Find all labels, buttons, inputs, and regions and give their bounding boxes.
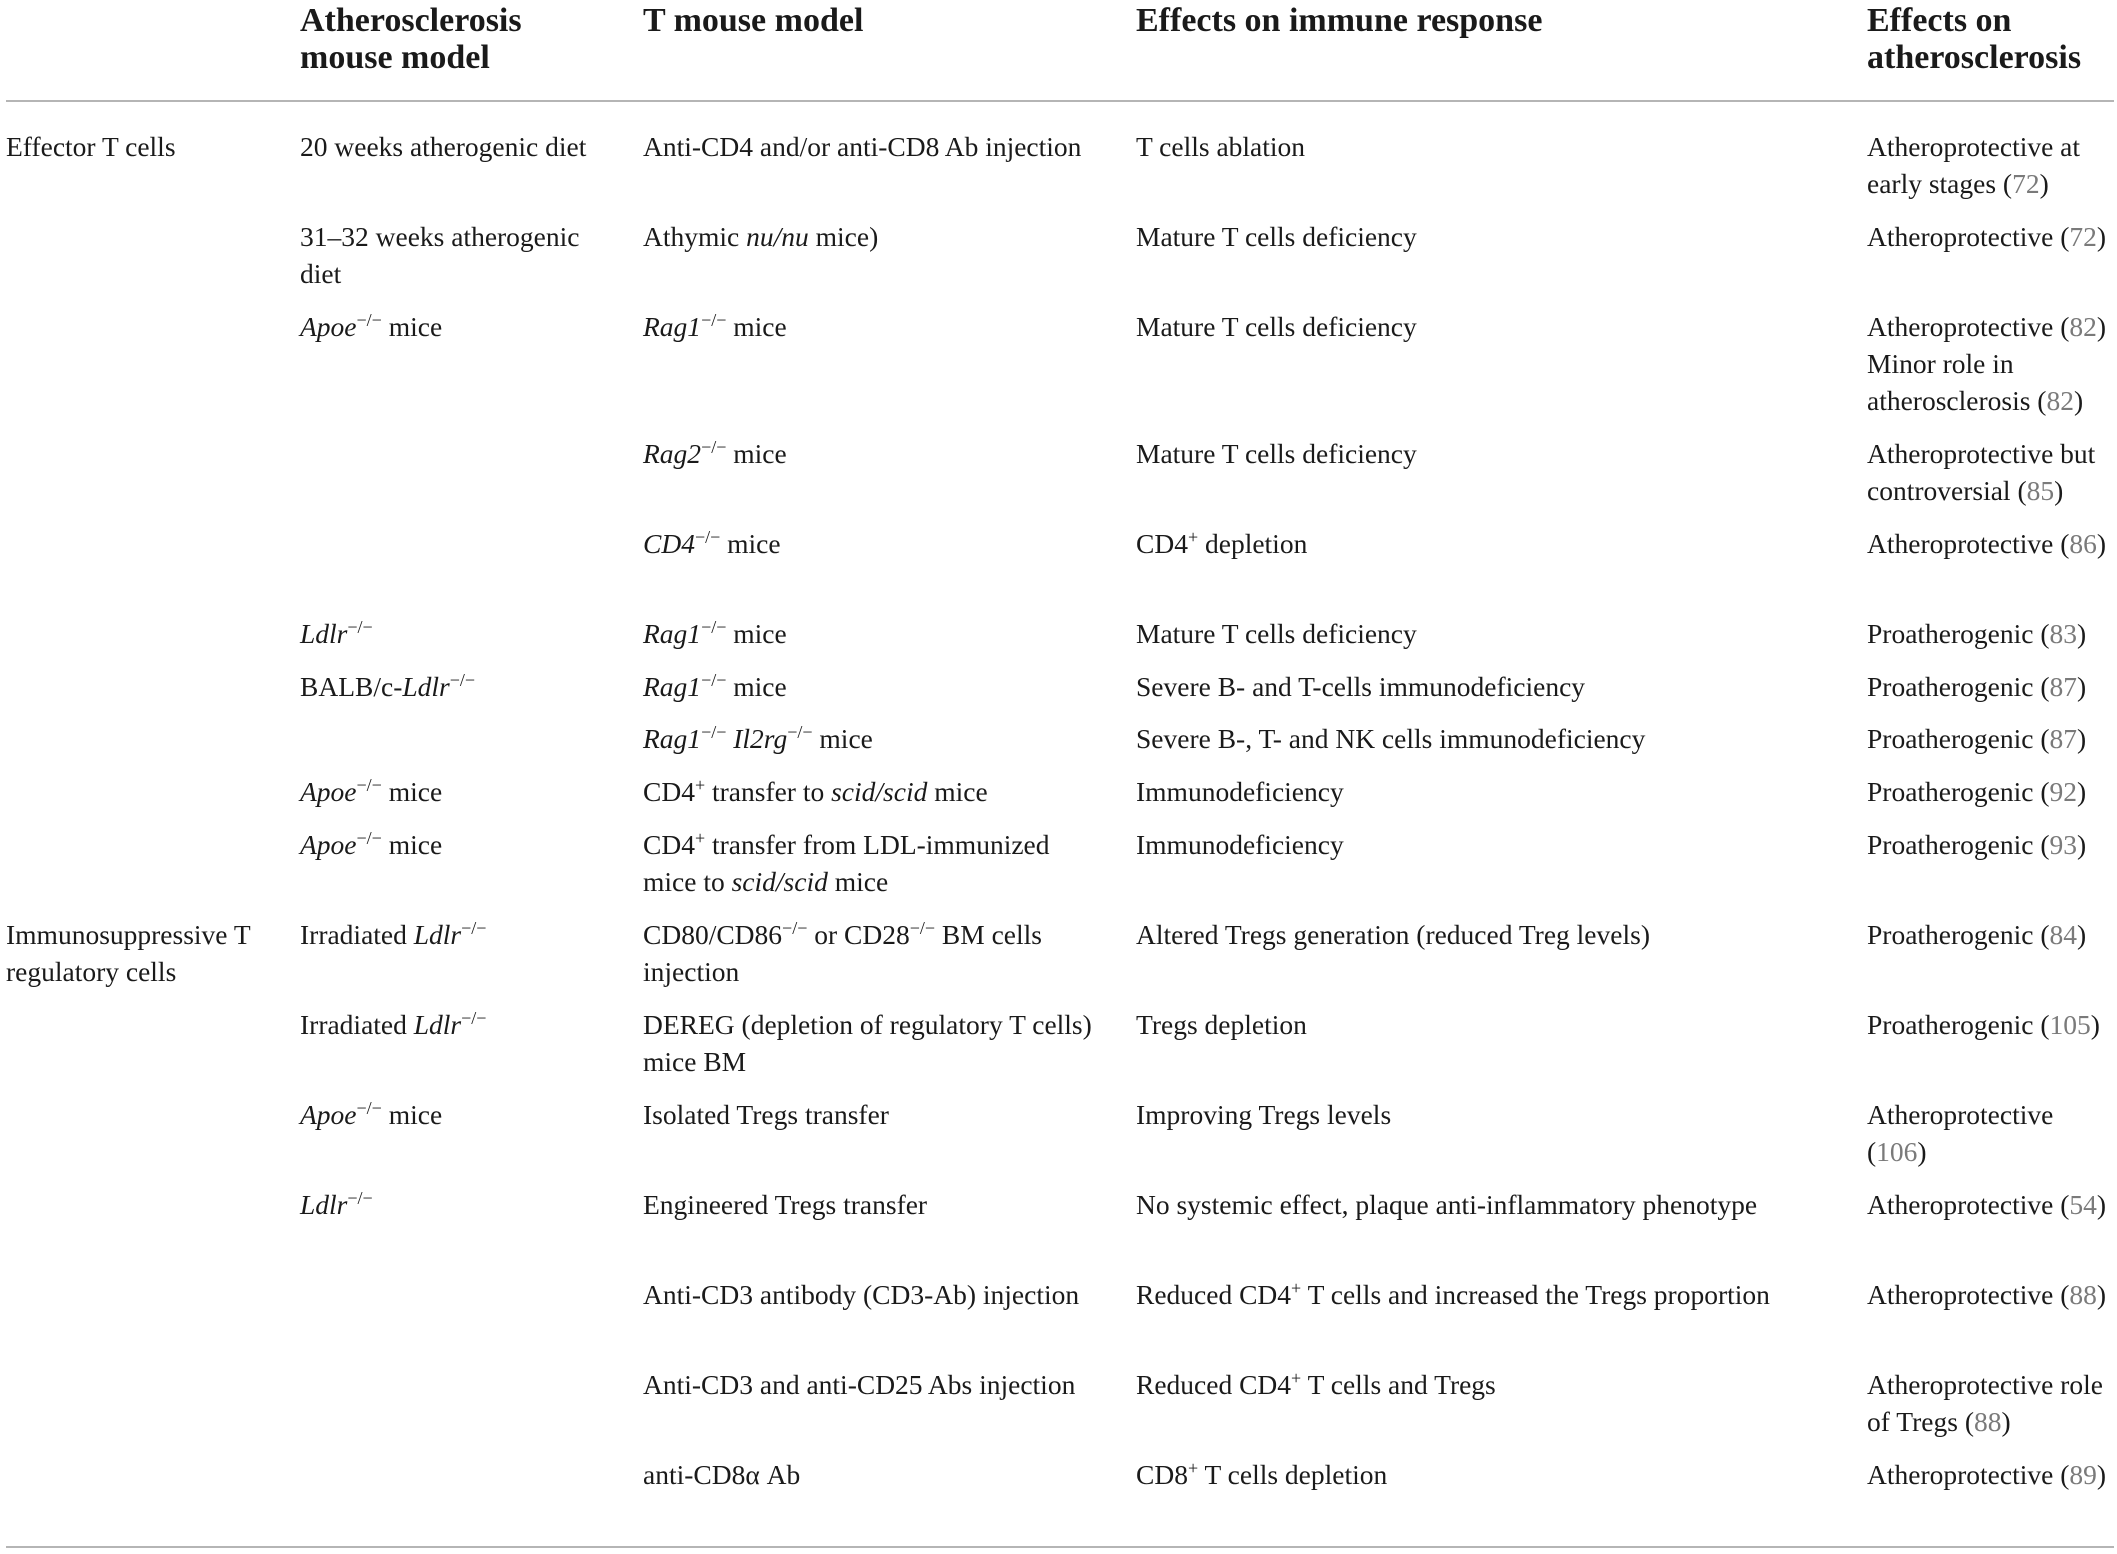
reference-link[interactable]: 92 <box>2049 776 2078 807</box>
immune-response-cell: T cells ablation <box>1136 131 1306 162</box>
immune-response-cell: Mature T cells deficiency <box>1136 618 1417 649</box>
atherosclerosis-effect-cell: Proatherogenic (87) <box>1867 723 2087 754</box>
t-mouse-model-cell: CD80/CD86−/− or CD28−/− BM cells injection <box>643 918 1042 987</box>
immune-response-cell: Immunodeficiency <box>1136 776 1344 807</box>
atherosclerosis-model-cell: Apoe−/− mice <box>300 775 443 807</box>
t-mouse-model-cell: DEREG (depletion of regulatory T cells) mice BM <box>643 1009 1092 1077</box>
atherosclerosis-model-cell: Apoe−/− mice <box>300 828 443 860</box>
t-mouse-model-cell: Anti-CD3 antibody (CD3-Ab) injection <box>643 1279 1080 1310</box>
category-cell: Immunosuppressive T regulatory cells <box>6 919 251 987</box>
reference-link[interactable]: 72 <box>2012 168 2040 199</box>
t-mouse-model-cell: Athymic nu/nu mice) <box>643 221 879 252</box>
t-mouse-model-cell: Anti-CD4 and/or anti-CD8 Ab injection <box>643 131 1082 162</box>
reference-link[interactable]: 88 <box>2069 1279 2097 1310</box>
immune-response-cell: No systemic effect, plaque anti-inflammatory phenotype <box>1136 1189 1758 1220</box>
immune-response-cell: Tregs depletion <box>1136 1009 1307 1040</box>
reference-link[interactable]: 85 <box>2026 475 2055 506</box>
t-mouse-model-cell: CD4+ transfer from LDL-immunized mice to scid/scid mice <box>643 828 1050 897</box>
reference-link[interactable]: 93 <box>2049 829 2078 860</box>
atherosclerosis-effect-cell: Atheroprotective but controversial (85) <box>1867 438 2096 506</box>
header-t-mouse-model: T mouse model <box>643 2 864 39</box>
t-mouse-model-cell: Engineered Tregs transfer <box>643 1189 928 1220</box>
reference-link[interactable]: 86 <box>2069 528 2097 559</box>
atherosclerosis-model-cell: BALB/c-Ldlr−/− <box>300 670 476 702</box>
reference-link[interactable]: 82 <box>2069 311 2097 342</box>
immune-response-cell: Mature T cells deficiency <box>1136 311 1417 342</box>
atherosclerosis-effect-cell: Atheroprotective (86) <box>1867 528 2107 559</box>
immune-response-cell: Altered Tregs generation (reduced Treg levels) <box>1136 919 1650 950</box>
atherosclerosis-effect-cell: Proatherogenic (93) <box>1867 829 2087 860</box>
atherosclerosis-effect-cell: Proatherogenic (105) <box>1867 1009 2100 1040</box>
immune-response-cell: Reduced CD4+ T cells and Tregs <box>1136 1368 1496 1400</box>
reference-link[interactable]: 105 <box>2049 1009 2091 1040</box>
atherosclerosis-model-cell: Ldlr−/− <box>300 1188 373 1220</box>
immune-response-cell: CD4+ depletion <box>1136 527 1308 559</box>
atherosclerosis-effect-cell: Proatherogenic (92) <box>1867 776 2087 807</box>
atherosclerosis-model-cell: Apoe−/− mice <box>300 310 443 342</box>
immune-response-cell: Immunodeficiency <box>1136 829 1344 860</box>
atherosclerosis-effect-cell: Proatherogenic (83) <box>1867 618 2087 649</box>
immune-response-cell: Severe B- and T-cells immunodeficiency <box>1136 671 1586 702</box>
atherosclerosis-model-cell: 20 weeks atherogenic diet <box>300 131 587 162</box>
atherosclerosis-effect-cell: Atheroprotective at early stages (72) <box>1867 131 2081 199</box>
atherosclerosis-model-cell: 31–32 weeks atherogenic diet <box>300 221 580 289</box>
t-mouse-model-cell: Rag1−/− mice <box>643 310 787 342</box>
header-effects-immune-response: Effects on immune response <box>1136 2 1543 39</box>
atherosclerosis-model-cell: Ldlr−/− <box>300 617 373 649</box>
reference-link[interactable]: 83 <box>2049 618 2078 649</box>
atherosclerosis-effect-cell: Proatherogenic (84) <box>1867 919 2087 950</box>
atherosclerosis-effect-cell: Atheroprotective (72) <box>1867 221 2107 252</box>
immune-response-cell: Improving Tregs levels <box>1136 1099 1392 1130</box>
atherosclerosis-model-cell: Apoe−/− mice <box>300 1098 443 1130</box>
t-mouse-model-cell: Rag1−/− mice <box>643 617 787 649</box>
t-mouse-model-cell: CD4+ transfer to scid/scid mice <box>643 775 988 807</box>
reference-link[interactable]: 88 <box>1973 1406 2002 1437</box>
atherosclerosis-model-cell: Irradiated Ldlr−/− <box>300 918 487 950</box>
reference-link[interactable]: 72 <box>2069 221 2097 252</box>
header-atherosclerosis-mouse-model: Atherosclerosis mouse model <box>300 2 522 76</box>
reference-link[interactable]: 106 <box>1876 1136 1918 1167</box>
header-effects-atherosclerosis: Effects on atherosclerosis <box>1867 2 2082 76</box>
immune-response-cell: Severe B-, T- and NK cells immunodeficiency <box>1136 723 1646 754</box>
reference-link[interactable]: 82 <box>2046 385 2074 416</box>
reference-link[interactable]: 87 <box>2049 671 2078 702</box>
atherosclerosis-effect-cell: Atheroprotective (54) <box>1867 1189 2107 1220</box>
t-mouse-model-cell: CD4−/− mice <box>643 527 781 559</box>
atherosclerosis-effect-cell: Atheroprotective (89) <box>1867 1459 2107 1490</box>
category-cell: Effector T cells <box>6 131 176 162</box>
table-header <box>0 0 2117 100</box>
atherosclerosis-effect-cell: Atheroprotective (82) Minor role in atherosclerosis (82) <box>1867 311 2107 416</box>
reference-link[interactable]: 84 <box>2049 919 2078 950</box>
t-mouse-model-cell: Rag1−/− mice <box>643 670 787 702</box>
immune-response-cell: Mature T cells deficiency <box>1136 438 1417 469</box>
t-mouse-model-cell: Isolated Tregs transfer <box>643 1099 889 1130</box>
atherosclerosis-effect-cell: Atheroprotective role of Tregs (88) <box>1867 1369 2103 1437</box>
atherosclerosis-effect-cell: Proatherogenic (87) <box>1867 671 2087 702</box>
t-mouse-model-cell: Anti-CD3 and anti-CD25 Abs injection <box>643 1369 1076 1400</box>
bottom-rule <box>6 1546 2114 1548</box>
atherosclerosis-effect-cell: Atheroprotective (106) <box>1867 1099 2054 1167</box>
reference-link[interactable]: 89 <box>2069 1459 2097 1490</box>
t-mouse-model-cell: Rag2−/− mice <box>643 437 787 469</box>
immune-response-cell: Mature T cells deficiency <box>1136 221 1417 252</box>
immune-response-cell: CD8+ T cells depletion <box>1136 1458 1388 1490</box>
immune-response-cell: Reduced CD4+ T cells and increased the Tregs proportion <box>1136 1278 1770 1310</box>
t-mouse-model-cell: anti-CD8α Ab <box>643 1459 801 1490</box>
t-mouse-model-cell: Rag1−/− Il2rg−/− mice <box>643 722 873 754</box>
atherosclerosis-model-cell: Irradiated Ldlr−/− <box>300 1008 487 1040</box>
reference-link[interactable]: 54 <box>2069 1189 2097 1220</box>
reference-link[interactable]: 87 <box>2049 723 2078 754</box>
header-rule <box>6 100 2114 102</box>
atherosclerosis-effect-cell: Atheroprotective (88) <box>1867 1279 2107 1310</box>
